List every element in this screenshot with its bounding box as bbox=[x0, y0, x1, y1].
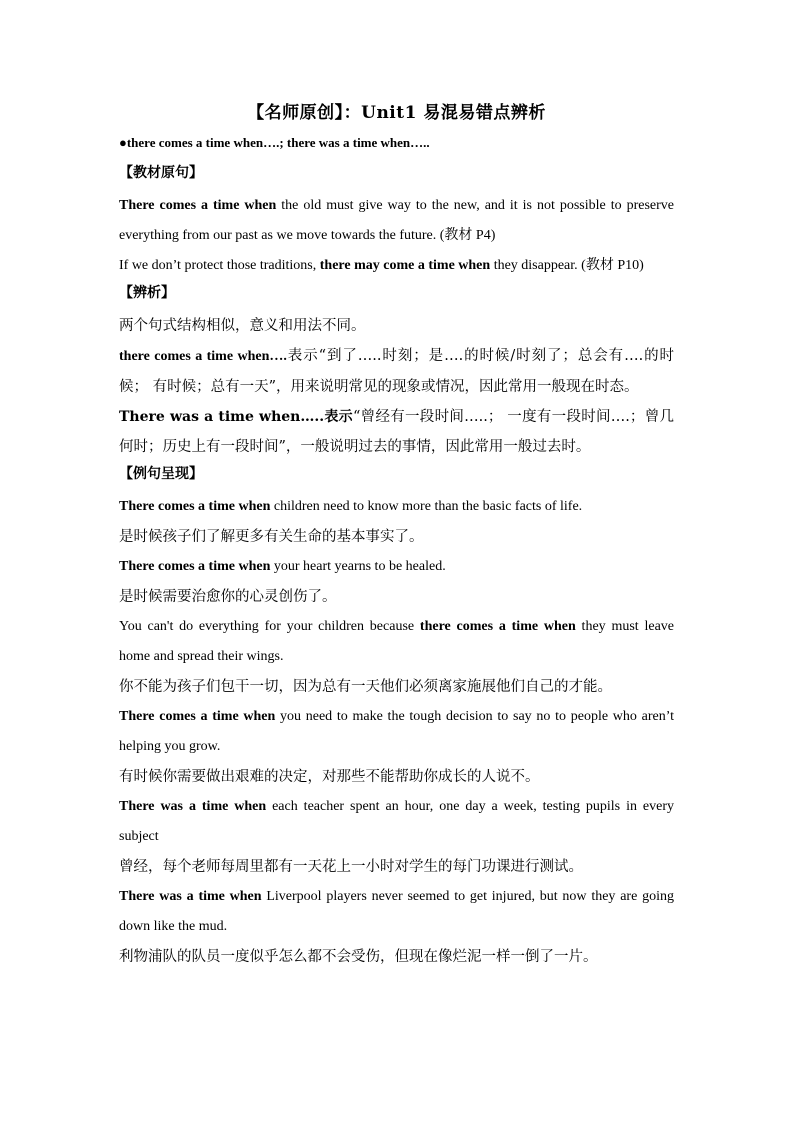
example-english-pre: You can't do everything for your children because bbox=[119, 619, 420, 634]
analysis-paragraph-1-bold: there comes a time when…. bbox=[119, 349, 287, 364]
example-english-rest: each teacher spent an hour, one day a week, testing pupils in every subject bbox=[119, 799, 674, 844]
analysis-intro: 两个句式结构相似，意义和用法不同。 bbox=[119, 318, 366, 334]
source-sentence-2-pre: If we don’t protect those traditions, bbox=[119, 258, 320, 273]
example-chinese: 是时候孩子们了解更多有关生命的基本事实了。 bbox=[119, 529, 424, 545]
analysis-paragraph-2 bbox=[119, 402, 674, 462]
section-heading-analysis: 【辨析】 bbox=[119, 285, 175, 301]
example-english-bold: There was a time when bbox=[119, 889, 262, 904]
example-chinese: 有时候你需要做出艰难的决定，对那些不能帮助你成长的人说不。 bbox=[119, 769, 540, 785]
source-sentence-2-bold: there may come a time when bbox=[319, 258, 491, 273]
example-item bbox=[119, 792, 674, 882]
analysis-paragraph-2-bold: There was a time when…..表示 bbox=[119, 409, 353, 425]
example-english bbox=[119, 702, 674, 762]
source-sentence-1 bbox=[119, 191, 674, 251]
example-chinese: 利物浦队的队员一度似乎怎么都不会受伤，但现在像烂泥一样一倒了一片。 bbox=[119, 949, 598, 965]
example-english-rest: you need to make the tough decision to say no to people who aren’t helping you grow. bbox=[119, 709, 674, 754]
example-english-rest: they must leave home and spread their wings. bbox=[119, 619, 674, 664]
example-english bbox=[119, 792, 674, 852]
topic-bullet: ●there comes a time when….; there was a time when….. bbox=[119, 135, 430, 150]
example-chinese: 你不能为孩子们包干一切，因为总有一天他们必须离家施展他们自己的才能。 bbox=[119, 679, 612, 695]
example-english-rest: Liverpool players never seemed to get injured, but now they are going down like the mud. bbox=[119, 889, 674, 934]
source-sentence-1-bold: There comes a time when bbox=[119, 198, 277, 213]
example-item bbox=[119, 882, 674, 972]
example-english bbox=[119, 552, 674, 582]
example-chinese: 是时候需要治愈你的心灵创伤了。 bbox=[119, 589, 337, 605]
analysis-paragraph-1-rest: 表示“到了…..时刻；是….的时候/时刻了；总会有….的时候； 有时候；总有一天”，用来说明常见的现象或情况，因此常用一般现在时态。 bbox=[119, 348, 675, 395]
example-item bbox=[119, 702, 674, 792]
example-english bbox=[119, 492, 674, 522]
example-english-bold: there comes a time when bbox=[419, 619, 576, 634]
example-list bbox=[119, 492, 674, 972]
source-sentence-2 bbox=[119, 251, 674, 281]
example-english-bold: There comes a time when bbox=[119, 499, 271, 514]
example-english-bold: There was a time when bbox=[119, 799, 267, 814]
document-content bbox=[119, 101, 674, 972]
source-sentence-1-rest: the old must give way to the new, and it is not possible to preserve everything from our past as we move towards the future. (教材 P4) bbox=[119, 198, 674, 243]
source-sentence-2-rest: they disappear. (教材 P10) bbox=[490, 258, 644, 273]
example-english bbox=[119, 882, 674, 942]
example-item bbox=[119, 552, 674, 612]
section-heading-source: 【教材原句】 bbox=[119, 165, 203, 181]
example-item bbox=[119, 492, 674, 552]
example-item bbox=[119, 612, 674, 702]
page-title: 【名师原创】：Unit1 易混易错点辨析 bbox=[247, 103, 546, 123]
analysis-paragraph-1 bbox=[119, 341, 674, 402]
example-english bbox=[119, 612, 674, 672]
example-chinese: 曾经，每个老师每周里都有一天花上一小时对学生的每门功课进行测试。 bbox=[119, 859, 583, 875]
example-english-rest: your heart yearns to be healed. bbox=[270, 559, 446, 574]
example-english-rest: children need to know more than the basic facts of life. bbox=[270, 499, 583, 514]
analysis-paragraph-2-rest: “曾经有一段时间…..； 一度有一段时间….；曾几何时；历史上有一段时间”，一般说明过去的事情，因此常用一般过去时。 bbox=[119, 409, 674, 455]
example-english-bold: There comes a time when bbox=[119, 559, 271, 574]
section-heading-examples: 【例句呈现】 bbox=[119, 466, 203, 482]
example-english-bold: There comes a time when bbox=[119, 709, 276, 724]
